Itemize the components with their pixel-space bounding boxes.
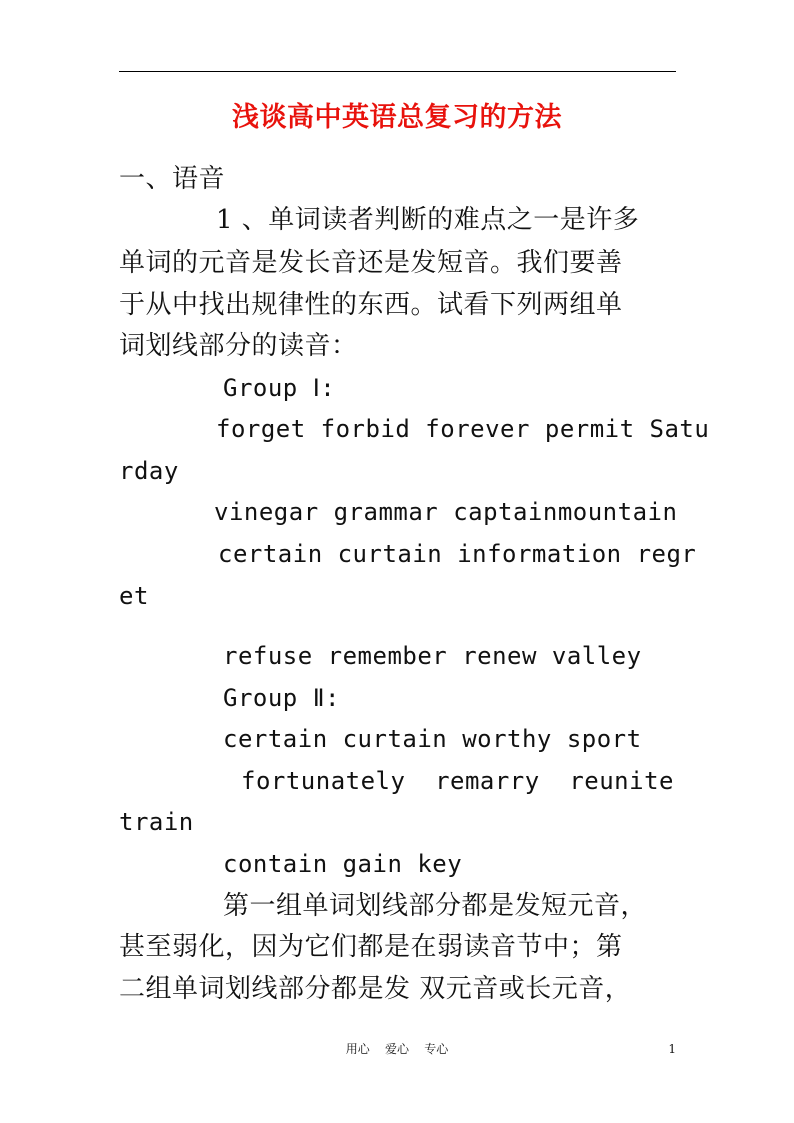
group-1-label: Group Ⅰ: [223, 374, 336, 402]
group-2-label: Group Ⅱ: [223, 684, 340, 712]
group-1-row-4: refuse remember renew valley [223, 642, 642, 670]
intro-line-4: 词划线部分的读音： [119, 331, 358, 361]
group-1-row-2: vinegar grammar captainmountain [214, 498, 678, 526]
group-1-row-1: forget forbid forever permit Satu [216, 415, 710, 443]
group-2-row-3: contain gain key [223, 850, 463, 878]
page-number: 1 [668, 1042, 676, 1056]
group-2-row-2-continued: train [119, 808, 194, 836]
group-2-word-fortunately: fortunately [241, 767, 406, 795]
conclusion-line-3: 二组单词划线部分都是发 双元音或长元音， [119, 974, 632, 1004]
intro-line-3: 于从中找出规律性的东西。试看下列两组单 [119, 290, 623, 320]
header-rule [119, 71, 676, 72]
group-2-row-2 [241, 763, 674, 799]
conclusion-line-1: 第一组单词划线部分都是发短元音， [223, 891, 648, 921]
section-heading: 一、语音 [119, 164, 226, 194]
group-1-row-3: certain curtain information regr [218, 540, 697, 568]
intro-line-1: 1 、单词读者判断的难点之一是许多 [216, 205, 640, 235]
group-2-word-remarry: remarry [435, 767, 540, 795]
conclusion-line-2: 甚至弱化，因为它们都是在弱读音节中；第 [119, 932, 623, 962]
document-title: 浅谈高中英语总复习的方法 [232, 102, 562, 133]
group-2-row-1: certain curtain worthy sport [223, 725, 642, 753]
footer-motto: 用心 爱心 专心 [345, 1042, 449, 1056]
group-1-row-1-continued: rday [119, 457, 179, 485]
group-2-word-reunite: reunite [569, 767, 674, 795]
intro-line-2: 单词的元音是发长音还是发短音。我们要善 [119, 248, 623, 278]
group-1-row-3-continued: et [119, 582, 149, 610]
